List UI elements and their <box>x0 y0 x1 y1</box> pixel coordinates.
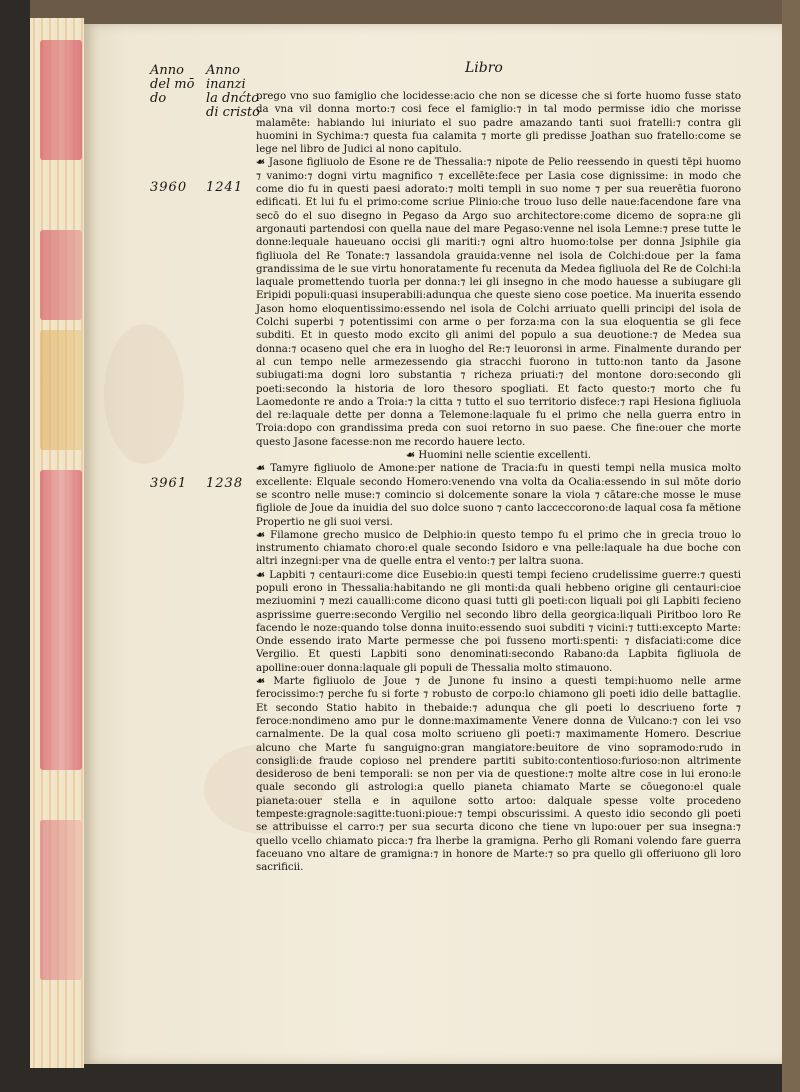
paragraph-text: Lapbiti ⁊ centauri:come dice Eusebio:in questi tempi fecieno crudelissime guerre:⁊ questi populi erono in Thessalia:habitando ne gli monti:da quali hebbeno origine gli centauri:cioe meziuomini ⁊ mezi caualli:come dicono quasi tutti gli poeti:con liquali poi gli Lapbiti fecieno asprissime guerre:secondo Vergilio nel secondo libro della georgica:liquali Piritboo loro Re facendo le noze:quando tolse donna inuito:essendo suoi subditi ⁊ vicini:⁊ tutti:excepto Marte: Onde essendo irato Marte permesse che poi fusseno morti:spenti: ⁊ disfaciati:come dice Vergilio. Et questi Lapbiti sono denominati:secondo Rabano:da Lapbita figliuola de apolline:ouer donna:laquale gli populi de Thessalia molto stimauono. <box>256 569 741 674</box>
year-cristo: 1241 <box>206 180 244 195</box>
header-line: inanzi <box>206 77 246 92</box>
column-header-anno-mondo <box>150 64 194 106</box>
paper-stain <box>104 324 184 464</box>
paragraph-mark: ☙ <box>256 156 266 169</box>
paragraph-text: Jasone figliuolo de Esone re de Thessalia:⁊ nipote de Pelio reessendo in questi tēpi huomo ⁊ vanimo:⁊ dogni virtu magnifico ⁊ excellēte:fece per Lasia cose dignissime: in modo che come dio fu in questi paesi adorato:⁊ molti templi in suo nome ⁊ per sua reuerētia fuorono edificati. Et lui fu el primo:come scriue Plinio:che trouo luso delle naue:facendone fare vna secō do el suo disegno in Pegaso da Argo suo architectore:come dicemo de sopra:ne gli argonauti partendosi con quella naue del mare Pegaso:venne nel isola Lemne:⁊ prese tutte le donne:lequale haueuano occisi gli mariti:⁊ ogni altro huomo:tolse per donna Jsiphile gia figliuola del Re Tonate:⁊ lassandola grauida:venne nel isola de Colchi:doue per la fama grandissima de le sue virtu honoratamente fu recenuta da Medea figliuola del Re de Colchi:la laquale promettendo tuorla per donna:⁊ lei gli insegno in che modo hauesse a subiugare gli Eripidi populi:quasi insuperabili:adunqua che queste sieno cose poetice. Ma inuerita essendo Jason homo eloquentissimo:essendo nel isola de Colchi arriuato quelli principi del isola de Colchi superbi ⁊ potentissimi con arme o per forza:ma con la sua eloquentia se gli fece subditi. Et in questo modo excito gli animi del populo a sua deuotione:⁊ de Medea sua donna:⁊ ocaseno quel che era in luogho del Re:⁊ leuoronsi in arme. Finalmente durando per al cun tempo nelle armezessendo gia stracchi fuorono in tutto:non tanto da Jasone subiugati:ma dogni loro substantia ⁊ richeza priuati:⁊ del montone doro:secondo gli poeti:secondo la historia de loro thesoro spogliati. Et facto questo:⁊ morto che fu Laomedonte re ando a Troia:⁊ la citta ⁊ tutto el suo territorio disfece:⁊ rapi Hesiona figliuola del re:laquale dette per donna a Telemone:laquale fu el primo che nella guerra entro in Troia:dopo con grandissima preda con suoi retorno in suo paese. Che fine:ouer che morte questo Jasone facesse:non me recordo hauere lecto. <box>256 157 741 448</box>
red-rubric-edge <box>40 820 82 980</box>
paragraph-text: Tamyre figliuolo de Amone:per natione de Tracia:fu in questi tempi nella musica molto excellente: Elquale secondo Homero:venendo vna volta da Ocalia:essendo in sul mōte dorio se scontro nelle muse:⁊ comincio si dolcemente sonare la viola ⁊ cātare:che mosse le muse figliole de Joue da inuidia del suo dolce suono ⁊ canto lacceccorono:de laqual cosa fa mētione Propertio ne gli suoi versi. <box>256 463 741 528</box>
paragraph-mark: ☙ <box>256 675 266 688</box>
red-rubric-edge <box>40 230 82 320</box>
paragraph-jasone <box>256 156 741 449</box>
section-heading <box>256 449 741 462</box>
red-rubric-edge <box>40 40 82 160</box>
paragraph-lapbiti <box>256 569 741 675</box>
heading-text: Huomini nelle scientie excellenti. <box>418 450 591 462</box>
header-line: del mō <box>150 77 195 92</box>
header-line: do <box>150 91 167 106</box>
yellow-rubric-edge <box>40 330 82 450</box>
main-text-block <box>256 90 741 875</box>
year-mondo: 3960 <box>150 180 188 195</box>
year-cristo: 1238 <box>206 476 244 491</box>
paragraph-mark: ☙ <box>256 568 266 581</box>
header-line: Anno <box>150 63 184 78</box>
header-line: Anno <box>206 63 240 78</box>
book-cover-top <box>30 0 800 26</box>
paragraph-marte <box>256 675 741 874</box>
paragraph-gedeone: prego vno suo famiglio che locidesse:acio che non se dicesse che si forte huomo fusse stato da vna vil donna morto:⁊ cosi fece el famiglio:⁊ in tal modo permisse idio che morisse malamēte: habiando lui iniuriato el suo padre amazando tanti suoi fratelli:⁊ contra gli huomini in Sychima:⁊ questa fua calamita ⁊ morte gli predisse Joathan suo fratello:come se lege nel libro de Judici al nono capitulo. <box>256 91 741 156</box>
paragraph-mark: ☙ <box>256 528 266 541</box>
paragraph-mark: ☙ <box>406 449 416 462</box>
column-header-anno-cristo <box>206 64 260 120</box>
paragraph-text: Marte figliuolo de Joue ⁊ de Junone fu insino a questi tempi:huomo nelle arme ferocissimo:⁊ perche fu si forte ⁊ robusto de corpo:lo chiamono gli poeti idio delle battaglie. Et secondo Statio habito in thebaide:⁊ adunqua che gli poeti lo descriueno forte ⁊ feroce:nondimeno amo pur le donne:maximamente Venere donna de Vulcano:⁊ con lei vso carnalmente. De la qual cosa molto scriueno gli poeti:⁊ maximamente Homero. Descriue alcuno che Marte fu sanguigno:gran mangiatore:beuitore de vino sopramodo:rudo in consigli:de fraude copioso nel prendere partiti subito:contentioso:furioso:non altrimente desideroso de beni temporali: se non per via de questione:⁊ molte altre cose in lui erono:le quale secondo gli astrologi:a quello pianeta chiamato Marte se cōuegono:el quale pianeta:ouer stella e in aquilone sotto artoo: dalquale spesse volte procedeno tempeste:gragnole:sagitte:tuoni:pioue:⁊ tempi obscurissimi. A questo idio secondo gli poeti se attribuisse el carro:⁊ per sua securta dicono che tiene vn lupo:ouer per sua insegna:⁊ quello vcello chiamato picca:⁊ fra lherbe la gramigna. Perho gli Romani volendo fare guerra faceuano vno altare de gramigna:⁊ in honore de Marte:⁊ so pra quello gli offeriuono gli loro sacrificii. <box>256 676 741 874</box>
running-head: Libro <box>465 60 503 76</box>
header-line: di cristo <box>206 105 260 120</box>
paragraph-mark: ☙ <box>256 462 266 475</box>
red-rubric-edge <box>40 470 82 770</box>
paragraph-text: Filamone grecho musico de Delphio:in questo tempo fu el primo che in grecia trouo lo instrumento chiamato choro:el quale secondo Isidoro e vna pelle:laquale ha due boche con altri inzegni:per vna de quelle entra el vento:⁊ per laltra suona. <box>256 529 741 568</box>
year-mondo: 3961 <box>150 476 188 491</box>
header-line: la dnćto <box>206 91 260 106</box>
paragraph-filamone <box>256 529 741 569</box>
book-cover-right <box>782 0 800 1092</box>
paragraph-tamyre <box>256 462 741 528</box>
